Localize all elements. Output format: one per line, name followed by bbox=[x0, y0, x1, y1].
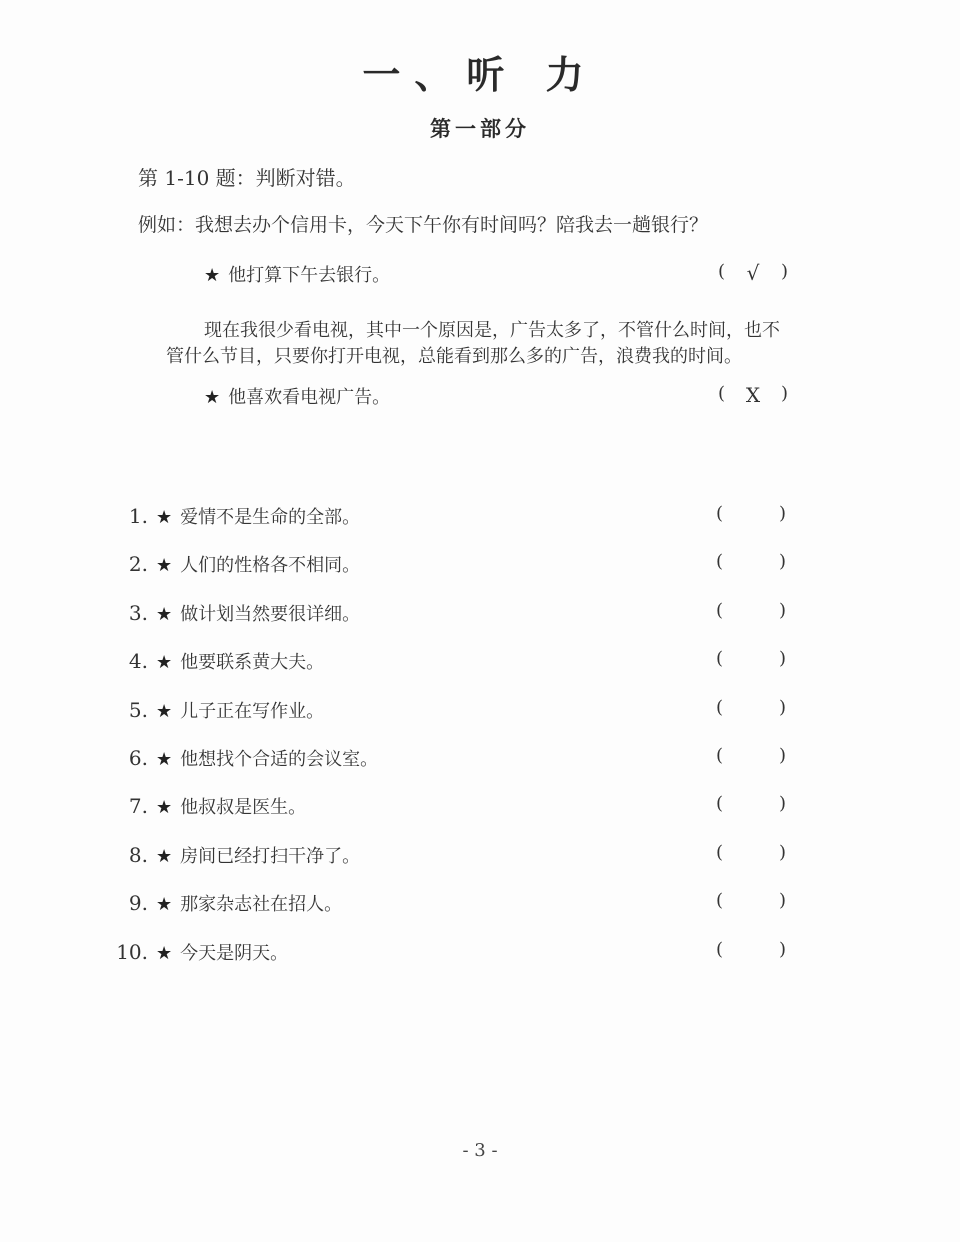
example2-answer-box bbox=[718, 383, 788, 407]
question-text: 爱情不是生命的全部。 bbox=[180, 507, 361, 528]
paren-close: ) bbox=[778, 939, 786, 960]
star-icon: ★ bbox=[204, 265, 221, 286]
paren-open: ( bbox=[716, 890, 724, 911]
paren-close: ) bbox=[778, 793, 786, 814]
star-icon: ★ bbox=[156, 652, 173, 673]
paren-open: ( bbox=[716, 503, 724, 524]
answer-box[interactable] bbox=[716, 600, 786, 621]
answer-box[interactable] bbox=[716, 551, 786, 572]
star-icon: ★ bbox=[156, 507, 173, 528]
example-answer-box bbox=[718, 261, 788, 285]
page-number: - 3 - bbox=[462, 1140, 498, 1161]
paren-open: ( bbox=[716, 793, 724, 814]
question-text: 做计划当然要很详细。 bbox=[180, 604, 361, 625]
question-number: 1. bbox=[128, 504, 148, 528]
star-icon: ★ bbox=[156, 604, 173, 625]
question-text: 今天是阴天。 bbox=[180, 943, 289, 964]
paren-close: ) bbox=[780, 261, 788, 282]
paren-close: ) bbox=[778, 842, 786, 863]
paren-open: ( bbox=[716, 939, 724, 960]
paren-close: ) bbox=[780, 383, 788, 404]
question-number: 9. bbox=[128, 891, 148, 915]
star-icon: ★ bbox=[156, 943, 173, 964]
answer-box[interactable] bbox=[716, 890, 786, 911]
answer-box[interactable] bbox=[716, 939, 786, 960]
section-title: 一、听 力 bbox=[362, 53, 598, 97]
paren-close: ) bbox=[778, 745, 786, 766]
star-icon: ★ bbox=[156, 894, 173, 915]
paren-open: ( bbox=[716, 745, 724, 766]
question-row bbox=[106, 745, 378, 771]
paren-close: ) bbox=[778, 503, 786, 524]
example-passage: 现在我很少看电视，其中一个原因是，广告太多了，不管什么时间，也不管什么节目，只要你打开电视，总能看到那么多的广告，浪费我的时间。 bbox=[166, 320, 780, 367]
cross-mark-icon: X bbox=[745, 383, 761, 407]
star-icon: ★ bbox=[156, 797, 173, 818]
paren-open: ( bbox=[716, 600, 724, 621]
answer-box[interactable] bbox=[716, 648, 786, 669]
answer-box[interactable] bbox=[716, 745, 786, 766]
paren-close: ) bbox=[778, 551, 786, 572]
star-icon: ★ bbox=[204, 387, 221, 408]
paren-close: ) bbox=[778, 600, 786, 621]
question-row bbox=[106, 697, 324, 723]
paren-close: ) bbox=[778, 697, 786, 718]
question-number: 6. bbox=[128, 746, 148, 770]
paren-open: ( bbox=[716, 648, 724, 669]
question-text: 人们的性格各不相同。 bbox=[180, 555, 361, 576]
part-title: 第一部分 bbox=[430, 117, 530, 141]
instruction: 第 1-10 题：判断对错。 bbox=[138, 166, 356, 190]
question-row bbox=[106, 842, 360, 868]
paren-open: ( bbox=[716, 842, 724, 863]
example-text: 我想去办个信用卡，今天下午你有时间吗？陪我去一趟银行？ bbox=[195, 214, 709, 236]
question-row bbox=[106, 793, 306, 819]
example-label: 例如： bbox=[138, 214, 196, 236]
paren-close: ) bbox=[778, 648, 786, 669]
question-number: 4. bbox=[128, 649, 148, 673]
paren-open: ( bbox=[718, 383, 726, 404]
paren-open: ( bbox=[718, 261, 726, 282]
question-number: 3. bbox=[128, 601, 148, 625]
answer-box[interactable] bbox=[716, 697, 786, 718]
star-icon: ★ bbox=[156, 555, 173, 576]
example-prompt bbox=[138, 210, 708, 237]
example-statement bbox=[204, 261, 390, 287]
answer-box[interactable] bbox=[716, 842, 786, 863]
question-number: 10. bbox=[116, 940, 148, 964]
paren-open: ( bbox=[716, 551, 724, 572]
question-text: 那家杂志社在招人。 bbox=[180, 894, 343, 915]
question-text: 房间已经打扫干净了。 bbox=[180, 846, 361, 867]
question-number: 5. bbox=[128, 698, 148, 722]
question-row bbox=[106, 600, 360, 626]
question-row bbox=[106, 648, 324, 674]
star-icon: ★ bbox=[156, 701, 173, 722]
answer-box[interactable] bbox=[716, 503, 786, 524]
question-text: 他叔叔是医生。 bbox=[180, 797, 307, 818]
question-text: 他想找个合适的会议室。 bbox=[180, 749, 379, 770]
question-number: 8. bbox=[128, 843, 148, 867]
question-row bbox=[106, 503, 360, 529]
paren-open: ( bbox=[716, 697, 724, 718]
question-number: 2. bbox=[128, 552, 148, 576]
question-row bbox=[106, 890, 342, 916]
question-row bbox=[106, 551, 360, 577]
question-row bbox=[106, 939, 288, 965]
answer-box[interactable] bbox=[716, 793, 786, 814]
question-text: 儿子正在写作业。 bbox=[180, 701, 325, 722]
star-icon: ★ bbox=[156, 846, 173, 867]
statement-text: 他喜欢看电视广告。 bbox=[228, 387, 391, 408]
statement-text: 他打算下午去银行。 bbox=[228, 265, 391, 286]
paren-close: ) bbox=[778, 890, 786, 911]
star-icon: ★ bbox=[156, 749, 173, 770]
example2-statement bbox=[204, 383, 390, 409]
question-number: 7. bbox=[128, 794, 148, 818]
check-mark-icon: √ bbox=[746, 261, 760, 285]
question-text: 他要联系黄大夫。 bbox=[180, 652, 325, 673]
